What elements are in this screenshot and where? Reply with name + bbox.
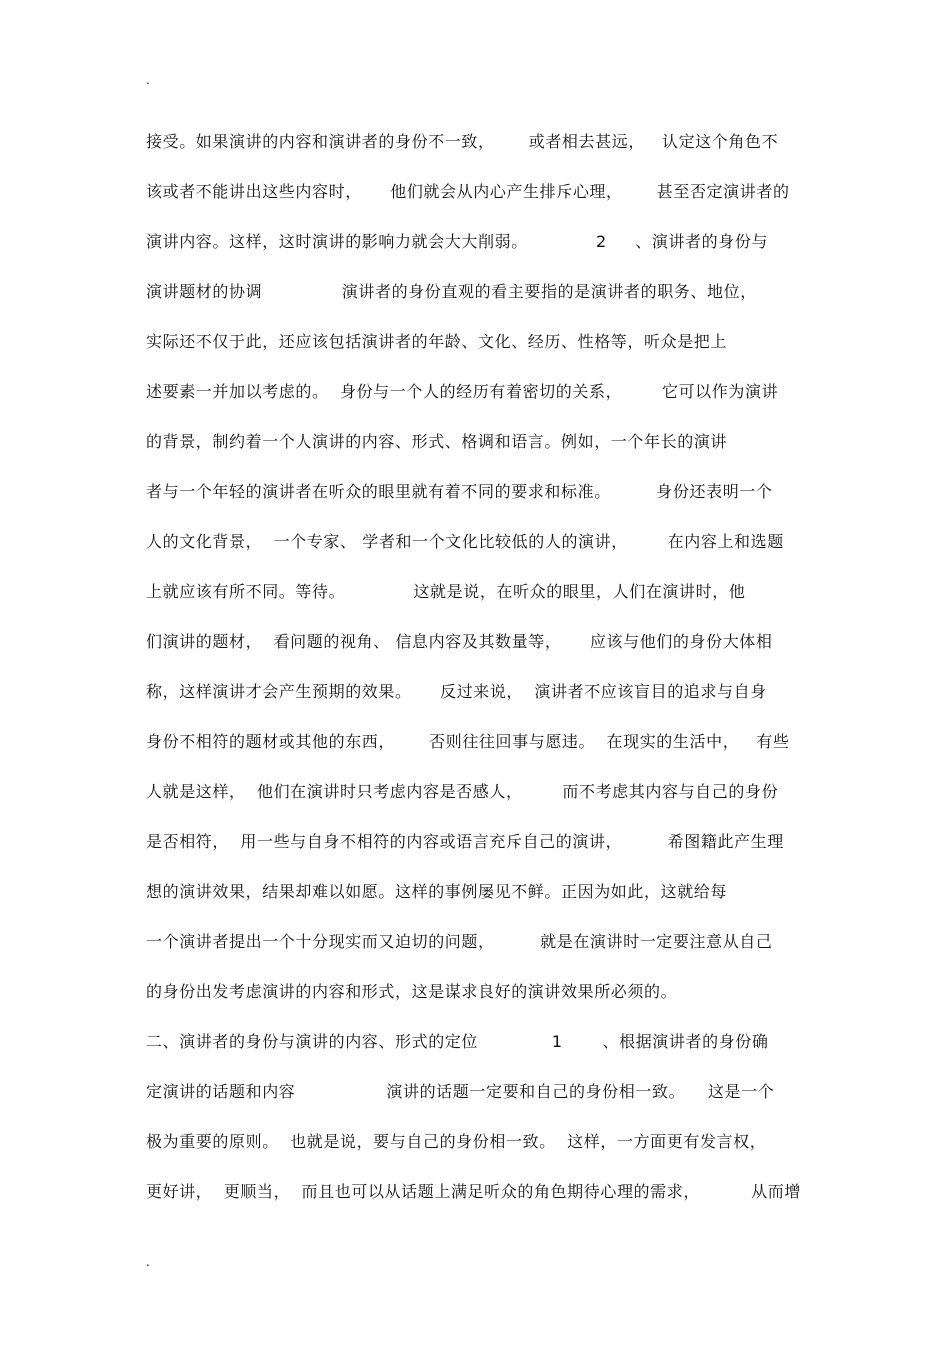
top-page-mark: . [146, 73, 150, 87]
text-line: 极为重要的原则。 也就是说，要与自己的身份相一致。 这样，一方面更有发言权， [146, 1132, 767, 1151]
text-line: 接受。如果演讲的内容和演讲者的身份不一致， 或者相去甚远， 认定这个角色不 [146, 132, 779, 151]
text-line: 人的文化背景， 一个专家、 学者和一个文化比较低的人的演讲， 在内容上和选题 [146, 532, 784, 551]
text-line: 的背景，制约着一个人演讲的内容、形式、格调和语言。例如，一个年长的演讲 [146, 432, 728, 451]
text-line: 称，这样演讲才会产生预期的效果。 反过来说， 演讲者不应该盲目的追求与自身 [146, 682, 767, 701]
text-line: 者与一个年轻的演讲者在听众的眼里就有着不同的要求和标准。 身份还表明一个 [146, 482, 773, 501]
text-line: 们演讲的题材， 看问题的视角、 信息内容及其数量等， 应该与他们的身份大体相 [146, 632, 773, 651]
text-line: 定演讲的话题和内容 演讲的话题一定要和自己的身份相一致。 这是一个 [146, 1082, 775, 1101]
text-line: 一个演讲者提出一个十分现实而又迫切的问题， 就是在演讲时一定要注意从自己 [146, 932, 773, 951]
text-line: 上就应该有所不同。等待。 这就是说，在听众的眼里，人们在演讲时，他 [146, 582, 746, 601]
text-line: 演讲题材的协调 演讲者的身份直观的看主要指的是演讲者的职务、地位， [146, 282, 757, 301]
bottom-page-mark: . [146, 1255, 150, 1269]
text-line: 是否相符， 用一些与自身不相符的内容或语言充斥自己的演讲， 希图籍此产生理 [146, 832, 784, 851]
text-line: 想的演讲效果，结果却难以如愿。这样的事例屡见不鲜。正因为如此，这就给每 [146, 882, 728, 901]
section-heading-line: 二、演讲者的身份与演讲的内容、形式的定位 1 、根据演讲者的身份确 [146, 1032, 769, 1051]
text-line: 实际还不仅于此，还应该包括演讲者的年龄、文化、经历、性格等，听众是把上 [146, 332, 728, 351]
text-line: 更好讲， 更顺当， 而且也可以从话题上满足听众的角色期待心理的需求， 从而增 [146, 1182, 801, 1201]
text-line: 演讲内容。这样，这时演讲的影响力就会大大削弱。 2 、演讲者的身份与 [146, 232, 769, 251]
text-line: 述要素一并加以考虑的。 身份与一个人的经历有着密切的关系， 它可以作为演讲 [146, 382, 779, 401]
text-line: 身份不相符的题材或其他的东西， 否则往往回事与愿违。 在现实的生活中， 有些 [146, 732, 790, 751]
text-line: 人就是这样， 他们在演讲时只考虑内容是否感人， 而不考虑其内容与自己的身份 [146, 782, 779, 801]
text-line: 的身份出发考虑演讲的内容和形式，这是谋求良好的演讲效果所必须的。 [146, 982, 678, 1001]
text-line: 该或者不能讲出这些内容时， 他们就会从内心产生排斥心理， 甚至否定演讲者的 [146, 182, 790, 201]
